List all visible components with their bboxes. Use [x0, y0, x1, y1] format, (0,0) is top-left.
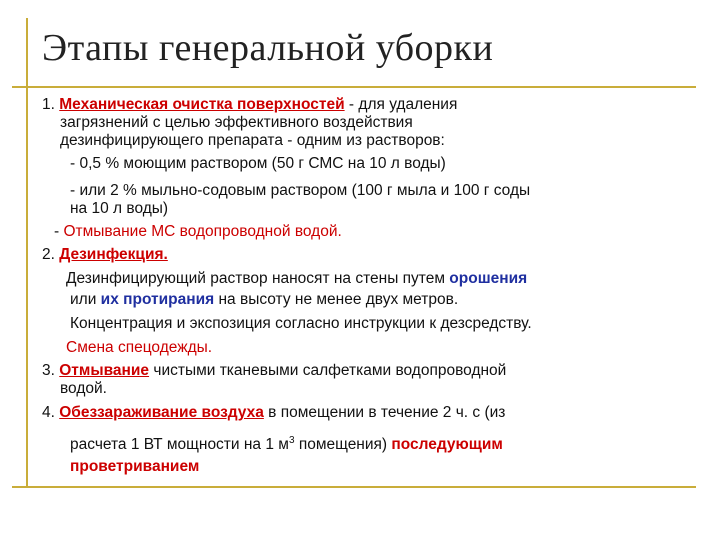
item-1-sub-2a: - или 2 % мыльно-содовым раствором (100 г мыла и 100 г соды — [70, 182, 531, 199]
item-2-text-2a: или — [70, 291, 101, 308]
frame-bottom-divider — [12, 486, 696, 488]
item-3-number: 3. — [42, 362, 55, 379]
item-1-line-1 — [42, 96, 457, 114]
item-2-text-1a: Дезинфицирующий раствор наносят на стены путем — [66, 270, 450, 287]
item-1-rinse-text: Отмывание МС водопроводной водой. — [63, 223, 342, 240]
page-title: Этапы генеральной уборки — [42, 27, 494, 69]
item-1-heading: Механическая очистка поверхностей — [59, 96, 345, 113]
item-2-text-3: Концентрация и экспозиция согласно инструкции к дезсредству. — [70, 315, 532, 332]
item-1-line-2: загрязнений с целью эффективного воздействия — [60, 114, 413, 131]
item-3-heading: Отмывание — [59, 362, 150, 379]
item-1-rinse-dash: - — [54, 223, 64, 240]
item-2-text-2 — [70, 291, 458, 309]
item-4-superscript: 3 — [288, 435, 295, 446]
item-1-number: 1. — [42, 96, 55, 113]
item-3-line-1 — [42, 362, 506, 380]
item-2-wiping: их протирания — [100, 291, 215, 308]
frame-vertical-line — [26, 18, 28, 486]
item-4-line-1 — [42, 404, 505, 422]
item-4-line-3: проветриванием — [70, 458, 200, 475]
item-2-number: 2. — [42, 246, 55, 263]
item-4-rest: в помещении в течение 2 ч. с (из — [263, 404, 506, 421]
item-2-line-1 — [42, 246, 168, 264]
frame-top-divider — [12, 86, 696, 88]
item-1-rinse — [54, 223, 342, 241]
item-3-rest: чистыми тканевыми салфетками водопроводной — [149, 362, 507, 379]
item-2-text-1 — [66, 270, 527, 288]
item-1-sub-2b: на 10 л воды) — [70, 200, 169, 217]
item-2-text-2c: на высоту не менее двух метров. — [214, 291, 459, 308]
item-2-irrigation: орошения — [449, 270, 528, 287]
item-2-heading: Дезинфекция. — [59, 246, 168, 263]
item-4-line-2b: помещения) — [294, 436, 392, 454]
item-4-line-2a: расчета 1 ВТ мощности на 1 м — [70, 436, 289, 454]
item-4-heading: Обеззараживание воздуха — [59, 404, 264, 421]
item-1-rest: - для удаления — [344, 96, 458, 113]
item-2-text-4: Смена спецодежды. — [66, 339, 213, 356]
item-4-line-2 — [70, 432, 503, 454]
item-3-line-2: водой. — [60, 380, 107, 397]
item-4-subsequent: последующим — [391, 436, 503, 454]
item-4-number: 4. — [42, 404, 55, 421]
item-1-line-3: дезинфицирующего препарата - одним из растворов: — [60, 132, 445, 149]
item-1-sub-1: - 0,5 % моющим раствором (50 г СМС на 10 л воды) — [70, 155, 446, 172]
